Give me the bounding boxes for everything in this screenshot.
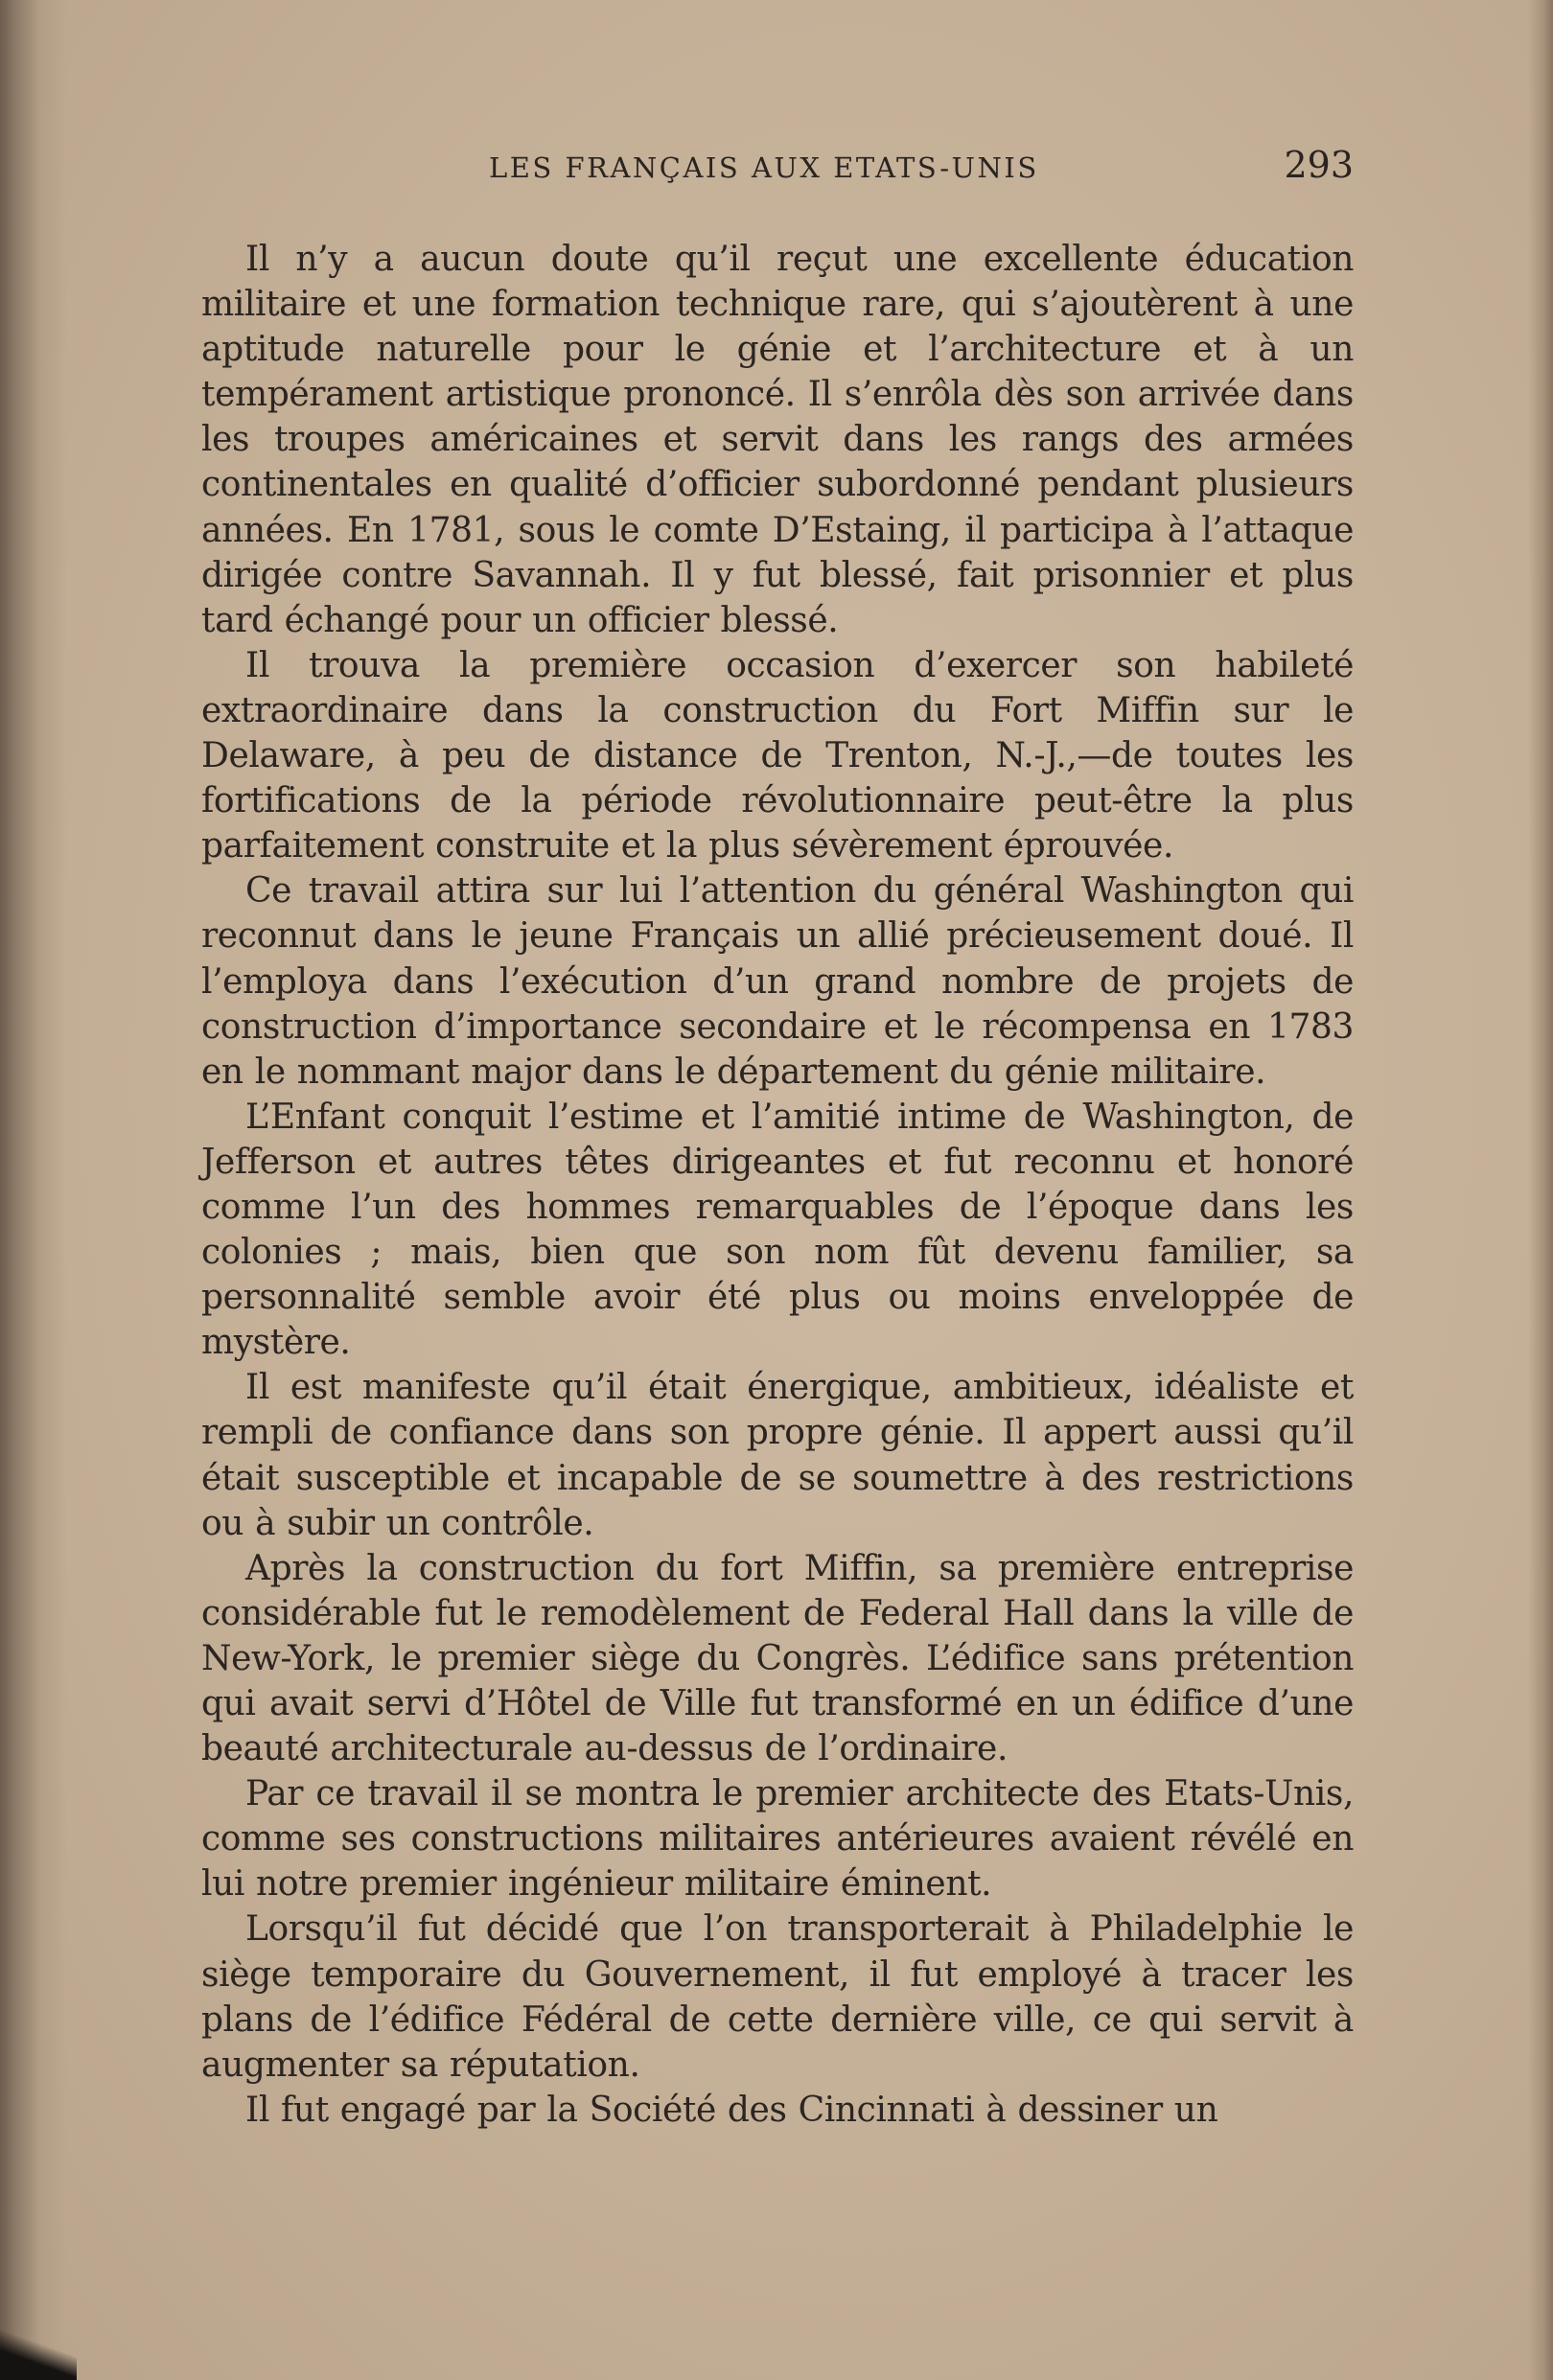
paragraph: Après la construction du fort Miffin, sa première entreprise considérable fut le remodèlement de Federal Hall dans la ville de New-York, le premier siège du Congrès. L’édifice sans prétention qui avait servi d’Hôtel de Ville fut transformé en un édifice d’une beauté architecturale au-dessus de l’ordinaire. <box>201 1548 1354 1769</box>
paragraph: Il est manifeste qu’il était énergique, ambitieux, idéaliste et rempli de confiance dans son propre génie. Il appert aussi qu’il était susceptible et incapable de se soumettre à des restrictions ou à subir un contrôle. <box>201 1368 1354 1543</box>
scan-corner-shadow <box>0 2322 77 2380</box>
paragraph-continued: Il fut engagé par la Société des Cincinnati à dessiner un <box>245 2090 1218 2130</box>
paragraph: Ce travail attira sur lui l’attention du général Washington qui reconnut dans le jeune Français un allié précieusement doué. Il l’employa dans l’exécution d’un grand nombre de projets de construction d’importance secondaire et le récompensa en 1783 en le nommant major dans le département du génie militaire. <box>201 871 1354 1092</box>
paragraph: Lorsqu’il fut décidé que l’on transporterait à Philadelphie le siège temporaire du Gouvernement, il fut employé à tracer les plans de l’édifice Fédéral de cette dernière ville, ce qui servit à augmenter sa réputation. <box>201 1909 1354 2085</box>
paragraph: Il n’y a aucun doute qu’il reçut une excellente éducation militaire et une formation technique rare, qui s’ajoutèrent à une aptitude naturelle pour le génie et l’architecture et à un tempérament artistique prononcé. Il s’enrôla dès son arrivée dans les troupes américaines et servit dans les rangs des armées continentales en qualité d’officier subordonné pendant plusieurs années. En 1781, sous le comte D’Estaing, il participa à l’attaque dirigée contre Savannah. Il y fut blessé, fait prisonnier et plus tard échangé pour un officier blessé. <box>201 240 1354 640</box>
binding-gutter-shadow <box>0 0 67 2380</box>
paragraph: Il trouva la première occasion d’exercer son habileté extraordinaire dans la construction du Fort Miffin sur le Delaware, à peu de distance de Trenton, N.-J.,—de toutes les fortifications de la période révolutionnaire peut-être la plus parfaitement construite et la plus sévèrement éprouvée. <box>201 645 1354 867</box>
page-header <box>201 144 1354 201</box>
running-head: LES FRANÇAIS AUX ETATS-UNIS <box>489 151 1039 184</box>
body-text <box>201 237 1354 2133</box>
paragraph: Par ce travail il se montra le premier architecte des Etats-Unis, comme ses constructions militaires antérieures avaient révélé en lui notre premier ingénieur militaire éminent. <box>201 1774 1354 1905</box>
page-number: 293 <box>1284 144 1354 186</box>
page-edge-shadow <box>1528 0 1553 2380</box>
paragraph: L’Enfant conquit l’estime et l’amitié intime de Washington, de Jefferson et autres têtes dirigeantes et fut reconnu et honoré comme l’un des hommes remarquables de l’époque dans les colonies ; mais, bien que son nom fût devenu familier, sa personnalité semble avoir été plus ou moins enveloppée de mystère. <box>201 1097 1354 1363</box>
